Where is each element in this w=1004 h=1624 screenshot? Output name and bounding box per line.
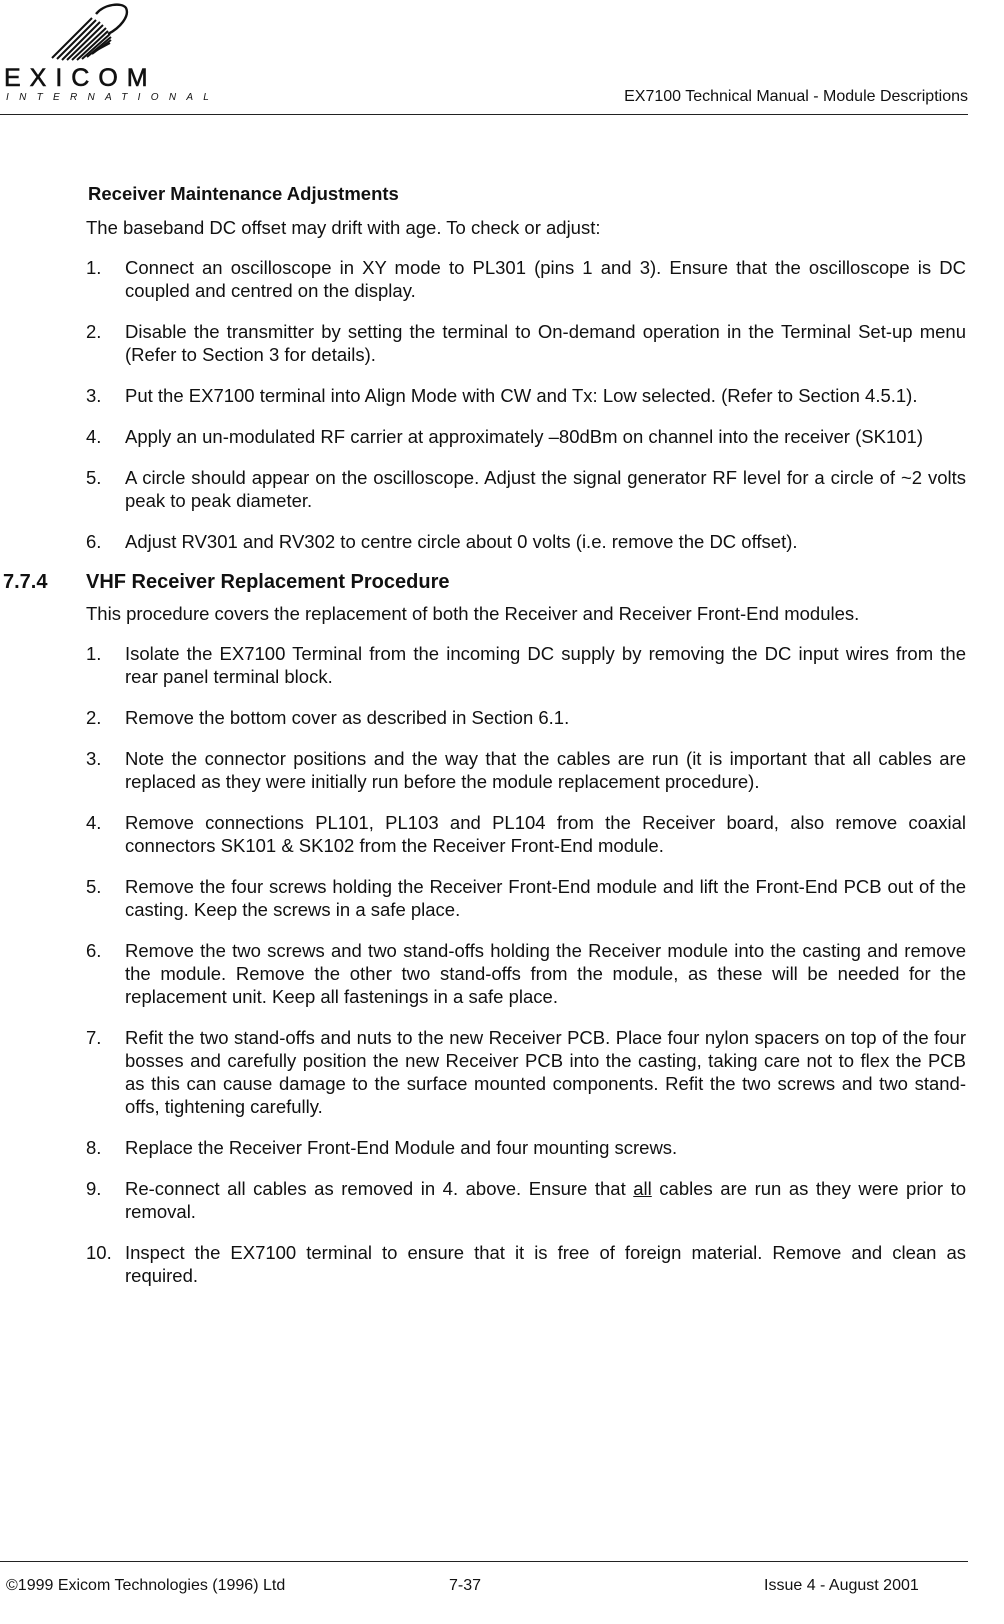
list-item [86, 706, 966, 729]
item-number: 1. [86, 257, 102, 278]
header-rule [0, 114, 968, 115]
footer-page-number: 7-37 [449, 1577, 482, 1594]
item-text: Remove the bottom cover as described in Section 6.1. [125, 707, 570, 728]
maintenance-intro: The baseband DC offset may drift with age. To check or adjust: [86, 217, 601, 238]
item-text-underlined: all [633, 1178, 652, 1199]
section-title: VHF Receiver Replacement Procedure [86, 571, 450, 593]
item-number: 10. [86, 1242, 112, 1263]
footer-issue: Issue 4 - August 2001 [764, 1577, 919, 1594]
list-item [86, 747, 966, 793]
item-number: 2. [86, 321, 102, 342]
item-number: 3. [86, 385, 102, 406]
item-text: Inspect the EX7100 terminal to ensure that it is free of foreign material. Remove and clean as required. [125, 1242, 966, 1286]
list-item [86, 425, 966, 448]
item-text: Remove the four screws holding the Receiver Front-End module and lift the Front-End PCB out of the casting. Keep the screws in a safe place. [125, 876, 966, 920]
replacement-steps [86, 642, 966, 1287]
section-number: 7.7.4 [3, 571, 48, 593]
list-item [86, 320, 966, 366]
item-text: Isolate the EX7100 Terminal from the incoming DC supply by removing the DC input wires from the rear panel terminal block. [125, 643, 966, 687]
list-item [86, 811, 966, 857]
item-text: Replace the Receiver Front-End Module and four mounting screws. [125, 1137, 678, 1158]
item-text-before: Re-connect all cables as removed in 4. above. Ensure that [125, 1178, 634, 1199]
logo-swoosh-icon [0, 0, 170, 66]
header-title: EX7100 Technical Manual - Module Descriptions [624, 88, 968, 105]
item-text: Adjust RV301 and RV302 to centre circle about 0 volts (i.e. remove the DC offset). [125, 531, 798, 552]
logo-subtitle: INTERNATIONAL [6, 92, 220, 103]
section-heading [3, 571, 966, 594]
list-item [86, 1177, 966, 1223]
list-item [86, 384, 966, 407]
item-number: 3. [86, 748, 102, 769]
replacement-intro: This procedure covers the replacement of both the Receiver and Receiver Front-End modules. [86, 603, 860, 624]
item-number: 5. [86, 467, 102, 488]
item-text: A circle should appear on the oscilloscope. Adjust the signal generator RF level for a circle of ~2 volts peak to peak diameter. [125, 467, 966, 511]
item-text: Apply an un-modulated RF carrier at approximately –80dBm on channel into the receiver (SK101) [125, 426, 923, 447]
item-number: 1. [86, 643, 102, 664]
exicom-logo [0, 0, 220, 110]
item-text-after: cables are run as they were prior to removal. [125, 1178, 966, 1222]
item-number: 4. [86, 812, 102, 833]
list-item [86, 642, 966, 688]
list-item [86, 1241, 966, 1287]
item-text: Disable the transmitter by setting the terminal to On-demand operation in the Terminal Set-up menu (Refer to Section 3 for details). [125, 321, 966, 365]
item-number: 6. [86, 940, 102, 961]
item-text: Remove the two screws and two stand-offs holding the Receiver module into the casting and remove the module. Remove the other two stand-offs from the module, as these will be needed for the replacement unit. Keep all fastenings in a safe place. [125, 940, 966, 1007]
logo-wordmark: EXICOM [4, 64, 157, 92]
footer-rule [0, 1561, 968, 1562]
item-number: 5. [86, 876, 102, 897]
item-text: Remove connections PL101, PL103 and PL104 from the Receiver board, also remove coaxial connectors SK101 & SK102 from the Receiver Front-End module. [125, 812, 966, 856]
item-number: 8. [86, 1137, 102, 1158]
item-number: 9. [86, 1178, 102, 1199]
list-item [86, 466, 966, 512]
item-number: 7. [86, 1027, 102, 1048]
list-item [86, 530, 966, 553]
list-item [86, 1136, 966, 1159]
item-number: 6. [86, 531, 102, 552]
item-text: Connect an oscilloscope in XY mode to PL301 (pins 1 and 3). Ensure that the oscilloscope is DC coupled and centred on the display. [125, 257, 966, 301]
page-content [3, 182, 966, 1305]
list-item [86, 939, 966, 1008]
list-item [86, 875, 966, 921]
list-item [86, 256, 966, 302]
item-text: Refit the two stand-offs and nuts to the new Receiver PCB. Place four nylon spacers on top of the four bosses and carefully position the new Receiver PCB into the casting, taking care not to flex the PCB as this can cause damage to the surface mounted components. Refit the two screws and two stand-offs, tightening carefully. [125, 1027, 966, 1117]
list-item [86, 1026, 966, 1118]
item-text: Note the connector positions and the way that the cables are run (it is important that all cables are replaced as they were initially run before the module replacement procedure). [125, 748, 966, 792]
item-number: 4. [86, 426, 102, 447]
item-number: 2. [86, 707, 102, 728]
maintenance-heading: Receiver Maintenance Adjustments [88, 183, 399, 204]
footer-copyright: ©1999 Exicom Technologies (1996) Ltd [6, 1577, 286, 1594]
item-text: Put the EX7100 terminal into Align Mode with CW and Tx: Low selected. (Refer to Section 4.5.1). [125, 385, 918, 406]
maintenance-steps [86, 256, 966, 553]
